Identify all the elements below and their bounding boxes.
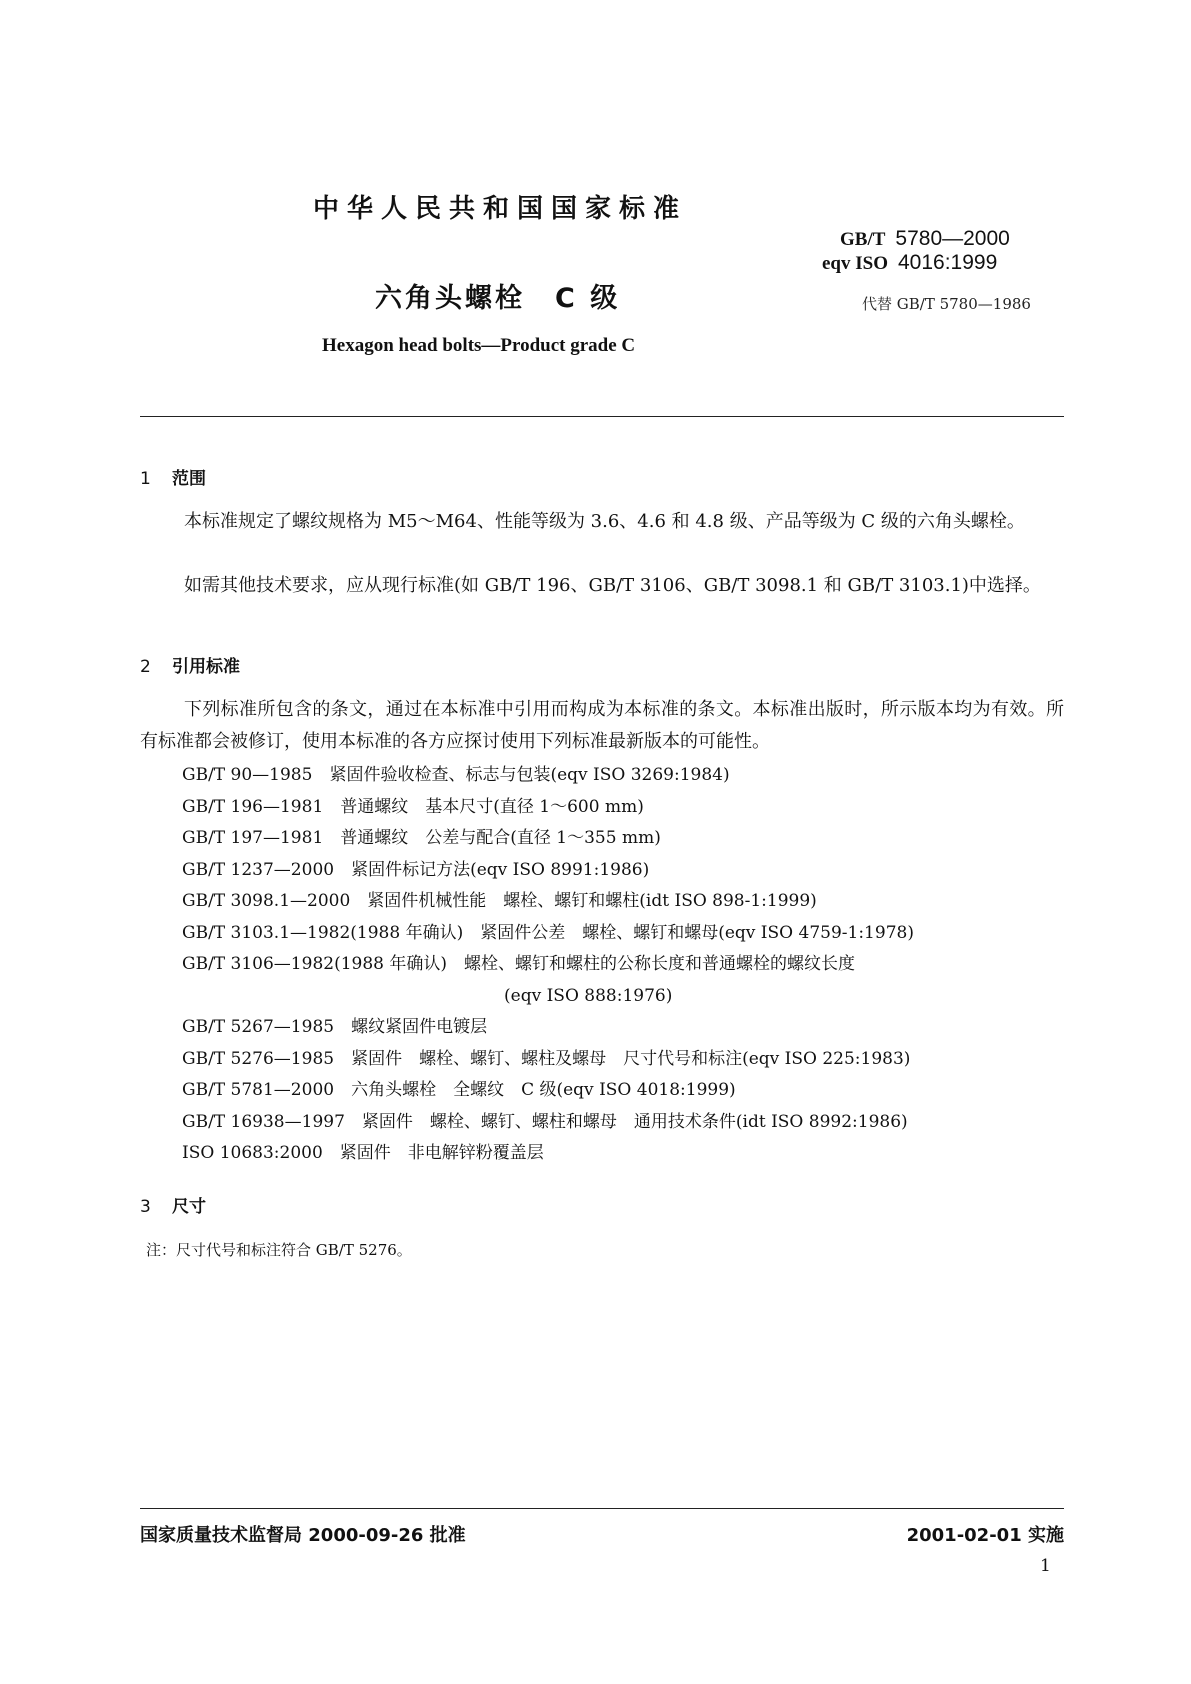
standard-code [840,227,1010,251]
section-1-paragraph-1: 本标准规定了螺纹规格为 M5～M64、性能等级为 3.6、4.6 和 4.8 级、产品等级为 C 级的六角头螺栓。 [184,511,1025,532]
section-1-heading [140,464,206,489]
effective-date: 2001-02-01 实施 [906,1525,1064,1546]
reference-item: GB/T 3098.1—2000 紧固件机械性能 螺栓、螺钉和螺柱(idt ISO 898-1:1999) [182,891,817,911]
national-standard-heading: 中华人民共和国国家标准 [313,194,688,224]
section-2-paragraph: 下列标准所包含的条文，通过在本标准中引用而构成为本标准的条文。本标准出版时，所示版本均为有效。所有标准都会被修订，使用本标准的各方应探讨使用下列标准最新版本的可能性。 [140,699,1064,752]
reference-list [182,760,914,1170]
page-number: 1 [1040,1556,1051,1576]
section-1-title: 范围 [172,469,206,489]
equivalent-standard [822,251,997,275]
section-3-title: 尺寸 [172,1197,206,1217]
reference-item: GB/T 90—1985 紧固件验收检查、标志与包装(eqv ISO 3269:1984) [182,765,730,785]
approval-date: 国家质量技术监督局 2000-09-26 批准 [140,1525,466,1546]
reference-item: GB/T 197—1981 普通螺纹 公差与配合(直径 1～355 mm) [182,828,661,848]
section-2-heading [140,652,240,677]
section-3-heading [140,1192,206,1217]
footer-divider [140,1508,1064,1509]
section-1-paragraph-2: 如需其他技术要求，应从现行标准(如 GB/T 196、GB/T 3106、GB/T 3098.1 和 GB/T 3103.1)中选择。 [184,575,1041,596]
reference-item: GB/T 5781—2000 六角头螺栓 全螺纹 C 级(eqv ISO 4018:1999) [182,1080,736,1100]
reference-item: GB/T 16938—1997 紧固件 螺栓、螺钉、螺柱和螺母 通用技术条件(idt ISO 8992:1986) [182,1111,908,1132]
standard-code-number: 5780—2000 [895,227,1010,250]
reference-item: GB/T 3106—1982(1988 年确认) 螺栓、螺钉和螺柱的公称长度和普通螺栓的螺纹长度 [182,954,856,974]
replaces-standard: 代替 GB/T 5780—1986 [862,295,1031,313]
reference-item: GB/T 1237—2000 紧固件标记方法(eqv ISO 8991:1986) [182,859,650,880]
section-1-number: 1 [140,469,151,489]
section-3-number: 3 [140,1197,151,1217]
document-title-english: Hexagon head bolts—Product grade C [322,335,636,356]
document-title-chinese: 六角头螺栓 C 级 [375,283,621,314]
reference-item-continuation: (eqv ISO 888:1976) [504,985,673,1006]
section-2-number: 2 [140,657,151,677]
section-2-title: 引用标准 [172,657,240,677]
equivalent-standard-number: 4016:1999 [898,251,998,274]
reference-item: GB/T 196—1981 普通螺纹 基本尺寸(直径 1～600 mm) [182,796,644,817]
reference-item: ISO 10683:2000 紧固件 非电解锌粉覆盖层 [182,1143,544,1163]
standard-code-prefix: GB/T [840,229,886,250]
reference-item: GB/T 5276—1985 紧固件 螺栓、螺钉、螺柱及螺母 尺寸代号和标注(eqv ISO 225:1983) [182,1048,911,1069]
section-3-note: 注：尺寸代号和标注符合 GB/T 5276。 [146,1241,412,1259]
equivalent-standard-prefix: eqv ISO [822,253,888,274]
reference-item: GB/T 5267—1985 螺纹紧固件电镀层 [182,1017,488,1037]
reference-item: GB/T 3103.1—1982(1988 年确认) 紧固件公差 螺栓、螺钉和螺母(eqv ISO 4759-1:1978) [182,922,914,943]
header-divider [140,416,1064,417]
